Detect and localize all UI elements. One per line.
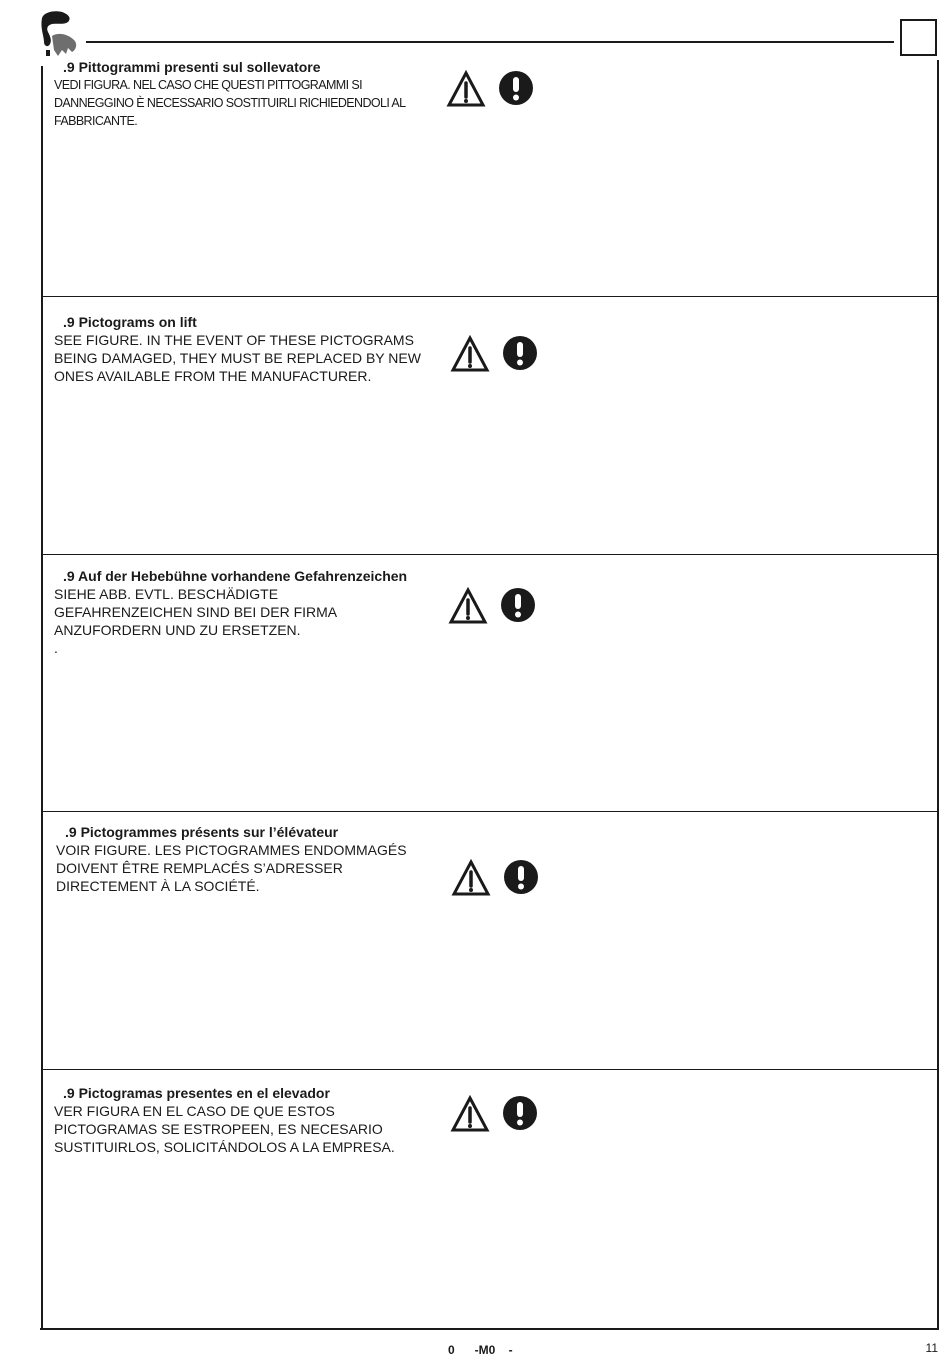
section-spanish: [54, 1084, 444, 1156]
warning-triangle-icon: [448, 587, 488, 625]
frame-bottom-border: [40, 1328, 939, 1330]
section-body: SIEHE ABB. EVTL. BESCHÄDIGTE GEFAHRENZEICHEN SIND BEI DER FIRMA ANZUFORDERN UND ZU ERSETZEN. .: [54, 586, 338, 656]
section-italian-icons: [446, 70, 542, 112]
section-english-icons: [450, 335, 546, 377]
exclamation-circle-icon: [500, 587, 536, 623]
section-body: VEDI FIGURA. NEL CASO CHE QUESTI PITTOGRAMMI SI DANNEGGINO È NECESSARIO SOSTITUIRLI RICHIEDENDOLI AL FABBRICANTE.: [54, 78, 406, 128]
section-title: .9 Pictogramas presentes en el elevador: [63, 1085, 330, 1101]
exclamation-circle-icon: [502, 1095, 538, 1131]
section-title: .9 Auf der Hebebühne vorhandene Gefahrenzeichen: [63, 568, 408, 584]
section-german: [54, 567, 444, 657]
section-title: .9 Pictograms on lift: [63, 314, 197, 330]
company-logo-icon: [38, 10, 80, 58]
header-rule: [86, 41, 894, 43]
section-french-icons: [451, 859, 547, 901]
warning-triangle-icon: [450, 335, 490, 373]
warning-triangle-icon: [451, 859, 491, 897]
exclamation-circle-icon: [503, 859, 539, 895]
page-number: 11: [925, 1341, 938, 1355]
section-title: .9 Pittogrammi presenti sul sollevatore: [63, 59, 321, 75]
exclamation-circle-icon: [498, 70, 534, 106]
section-body: VOIR FIGURE. LES PICTOGRAMMES ENDOMMAGÉS DOIVENT ÊTRE REMPLACÉS S’ADRESSER DIRECTEMENT À LA SOCIÉTÉ.: [56, 842, 407, 894]
exclamation-circle-icon: [502, 335, 538, 371]
empty-box-icon: [900, 19, 937, 56]
section-french: [56, 823, 446, 895]
section-english: [54, 313, 444, 385]
warning-triangle-icon: [450, 1095, 490, 1133]
section-divider: [41, 554, 939, 555]
section-body: VER FIGURA EN EL CASO DE QUE ESTOS PICTOGRAMAS SE ESTROPEEN, ES NECESARIO SUSTITUIRLOS, SOLICITÁNDOLOS A LA EMPRESA.: [54, 1103, 395, 1155]
section-body: SEE FIGURE. IN THE EVENT OF THESE PICTOGRAMS BEING DAMAGED, THEY MUST BE REPLACED BY NEW ONES AVAILABLE FROM THE MANUFACTURER.: [54, 332, 421, 384]
document-code: 0 -M0 -: [448, 1343, 513, 1357]
section-title: .9 Pictogrammes présents sur l’élévateur: [65, 824, 339, 840]
warning-triangle-icon: [446, 70, 486, 108]
section-divider: [41, 811, 939, 812]
section-german-icons: [448, 587, 544, 629]
frame-right-border: [937, 60, 939, 1330]
section-spanish-icons: [450, 1095, 546, 1137]
section-divider: [41, 296, 939, 297]
frame-left-border: [41, 66, 43, 1330]
section-italian: [54, 58, 444, 130]
section-divider: [41, 1069, 939, 1070]
